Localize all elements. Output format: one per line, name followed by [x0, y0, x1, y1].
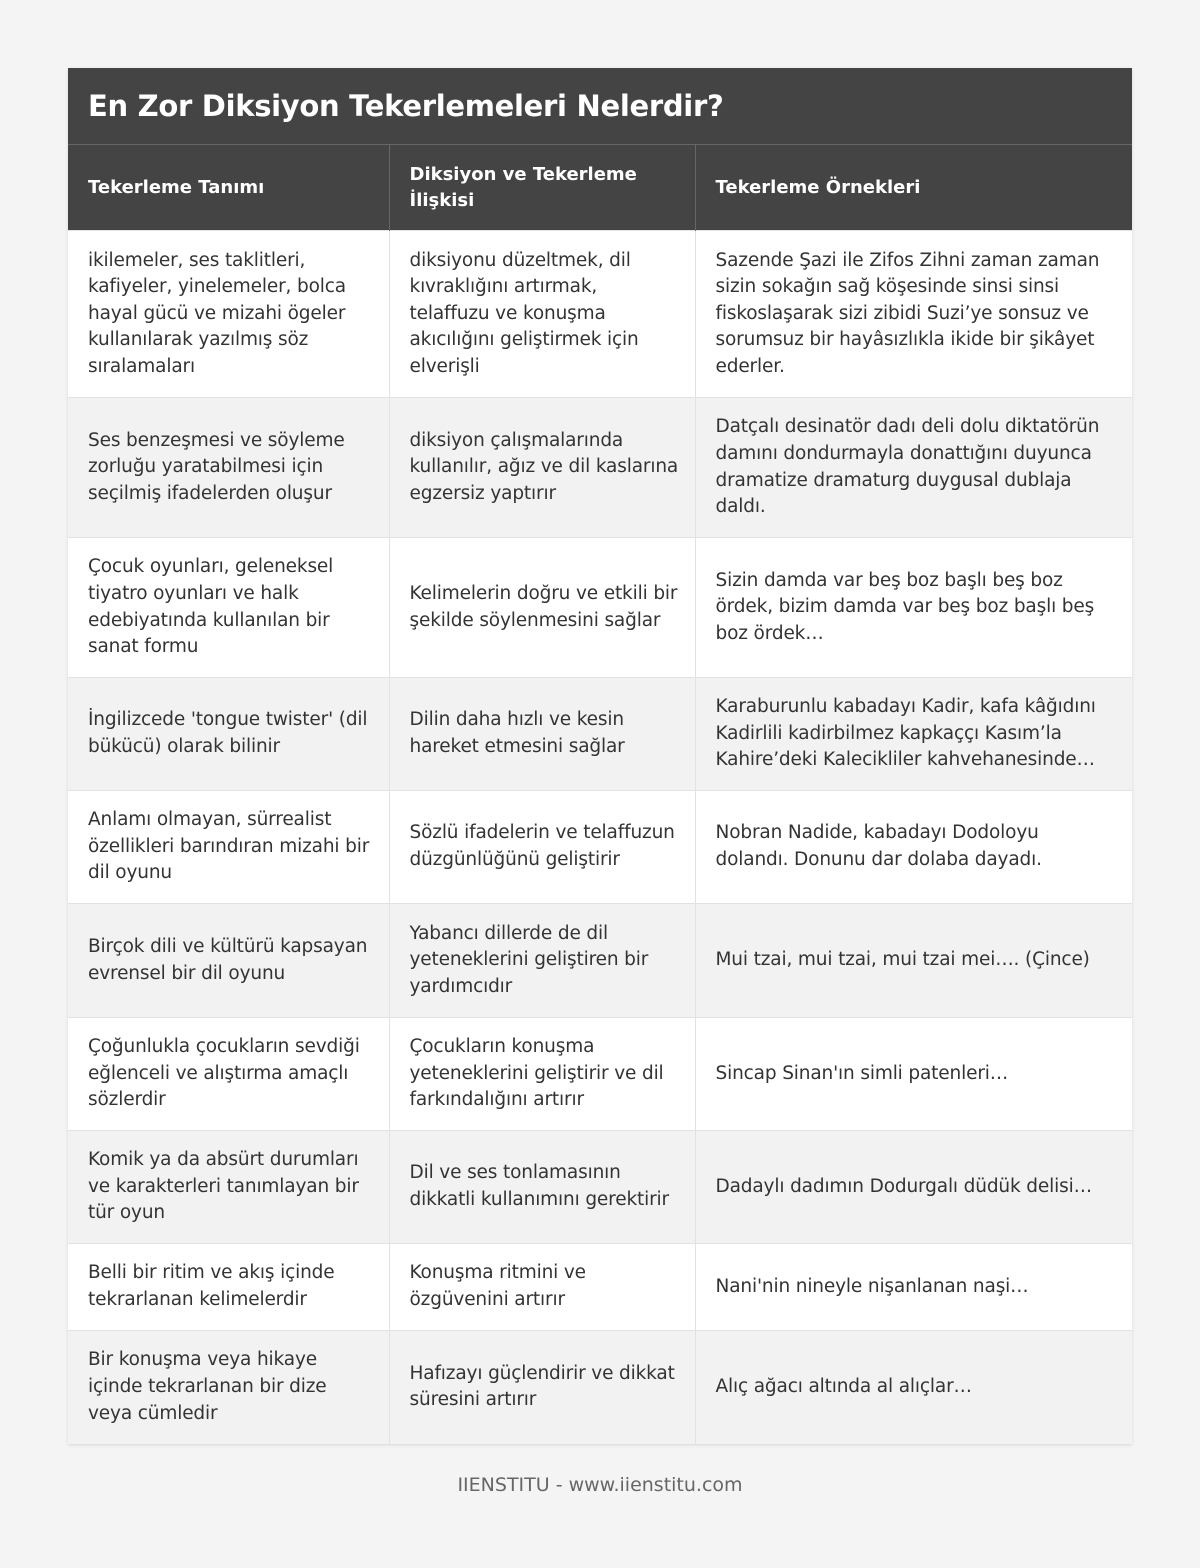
cell-definition: Çocuk oyunları, geleneksel tiyatro oyunları ve halk edebiyatında kullanılan bir sanat formu [68, 538, 389, 678]
table-row [68, 678, 1132, 791]
table-row [68, 1131, 1132, 1244]
cell-example: Sincap Sinan'ın simli patenleri… [695, 1018, 1132, 1131]
cell-example: Nani'nin nineyle nişanlanan naşi… [695, 1244, 1132, 1331]
table-row [68, 1244, 1132, 1331]
cell-definition: Anlamı olmayan, sürrealist özellikleri barındıran mizahi bir dil oyunu [68, 791, 389, 904]
cell-relation: Konuşma ritmini ve özgüvenini artırır [389, 1244, 695, 1331]
cell-relation: Kelimelerin doğru ve etkili bir şekilde söylenmesini sağlar [389, 538, 695, 678]
cell-relation: Yabancı dillerde de dil yeteneklerini geliştiren bir yardımcıdır [389, 904, 695, 1018]
table-row [68, 1018, 1132, 1131]
cell-definition: Komik ya da absürt durumları ve karakterleri tanımlayan bir tür oyun [68, 1131, 389, 1244]
cell-example: Alıç ağacı altında al alıçlar… [695, 1331, 1132, 1444]
header-definition: Tekerleme Tanımı [68, 145, 389, 231]
header-relation: Diksiyon ve Tekerleme İlişkisi [389, 145, 695, 231]
table-row [68, 1331, 1132, 1444]
cell-relation: Hafızayı güçlendirir ve dikkat süresini artırır [389, 1331, 695, 1444]
cell-relation: diksiyon çalışmalarında kullanılır, ağız ve dil kaslarına egzersiz yaptırır [389, 398, 695, 538]
cell-definition: Ses benzeşmesi ve söyleme zorluğu yaratabilmesi için seçilmiş ifadelerden oluşur [68, 398, 389, 538]
content-card [68, 68, 1132, 1444]
cell-example: Datçalı desinatör dadı deli dolu diktatörün damını dondurmayla donattığını duyunca dramatize dramaturg duygusal dublaja daldı. [695, 398, 1132, 538]
cell-relation: Dil ve ses tonlamasının dikkatli kullanımını gerektirir [389, 1131, 695, 1244]
page-title: En Zor Diksiyon Tekerlemeleri Nelerdir? [68, 68, 1132, 144]
cell-definition: Birçok dili ve kültürü kapsayan evrensel bir dil oyunu [68, 904, 389, 1018]
footer-credit: IIENSTITU - www.iienstitu.com [457, 1474, 743, 1496]
cell-definition: İngilizcede 'tongue twister' (dil bükücü) olarak bilinir [68, 678, 389, 791]
cell-example: Sizin damda var beş boz başlı beş boz ördek, bizim damda var beş boz başlı beş boz ördek… [695, 538, 1132, 678]
cell-example: Mui tzai, mui tzai, mui tzai mei…. (Çince) [695, 904, 1132, 1018]
cell-example: Sazende Şazi ile Zifos Zihni zaman zaman sizin sokağın sağ köşesinde sinsi sinsi fiskoslaşarak sizi zibidi Suzi’ye sonsuz ve sorumsuz bir hayâsızlıkla ikide bir şikâyet ederler. [695, 231, 1132, 398]
cell-example: Karaburunlu kabadayı Kadir, kafa kâğıdını Kadirlili kadirbilmez kapkaççı Kasım’la Kahire’deki Kalecikliler kahvehanesinde… [695, 678, 1132, 791]
cell-relation: diksiyonu düzeltmek, dil kıvraklığını artırmak, telaffuzu ve konuşma akıcılığını geliştirmek için elverişli [389, 231, 695, 398]
cell-definition: Belli bir ritim ve akış içinde tekrarlanan kelimelerdir [68, 1244, 389, 1331]
cell-example: Dadaylı dadımın Dodurgalı düdük delisi… [695, 1131, 1132, 1244]
tongue-twister-table [68, 144, 1132, 1444]
cell-relation: Dilin daha hızlı ve kesin hareket etmesini sağlar [389, 678, 695, 791]
cell-relation: Çocukların konuşma yeteneklerini geliştirir ve dil farkındalığını artırır [389, 1018, 695, 1131]
table-row [68, 904, 1132, 1018]
table-row [68, 398, 1132, 538]
table-row [68, 538, 1132, 678]
cell-example: Nobran Nadide, kabadayı Dodoloyu dolandı. Donunu dar dolaba dayadı. [695, 791, 1132, 904]
table-row [68, 231, 1132, 398]
cell-definition: ikilemeler, ses taklitleri, kafiyeler, yinelemeler, bolca hayal gücü ve mizahi ögeler kullanılarak yazılmış söz sıralamaları [68, 231, 389, 398]
cell-definition: Bir konuşma veya hikaye içinde tekrarlanan bir dize veya cümledir [68, 1331, 389, 1444]
cell-definition: Çoğunlukla çocukların sevdiği eğlenceli ve alıştırma amaçlı sözlerdir [68, 1018, 389, 1131]
cell-relation: Sözlü ifadelerin ve telaffuzun düzgünlüğünü geliştirir [389, 791, 695, 904]
table-row [68, 791, 1132, 904]
table-header-row [68, 145, 1132, 231]
header-examples: Tekerleme Örnekleri [695, 145, 1132, 231]
